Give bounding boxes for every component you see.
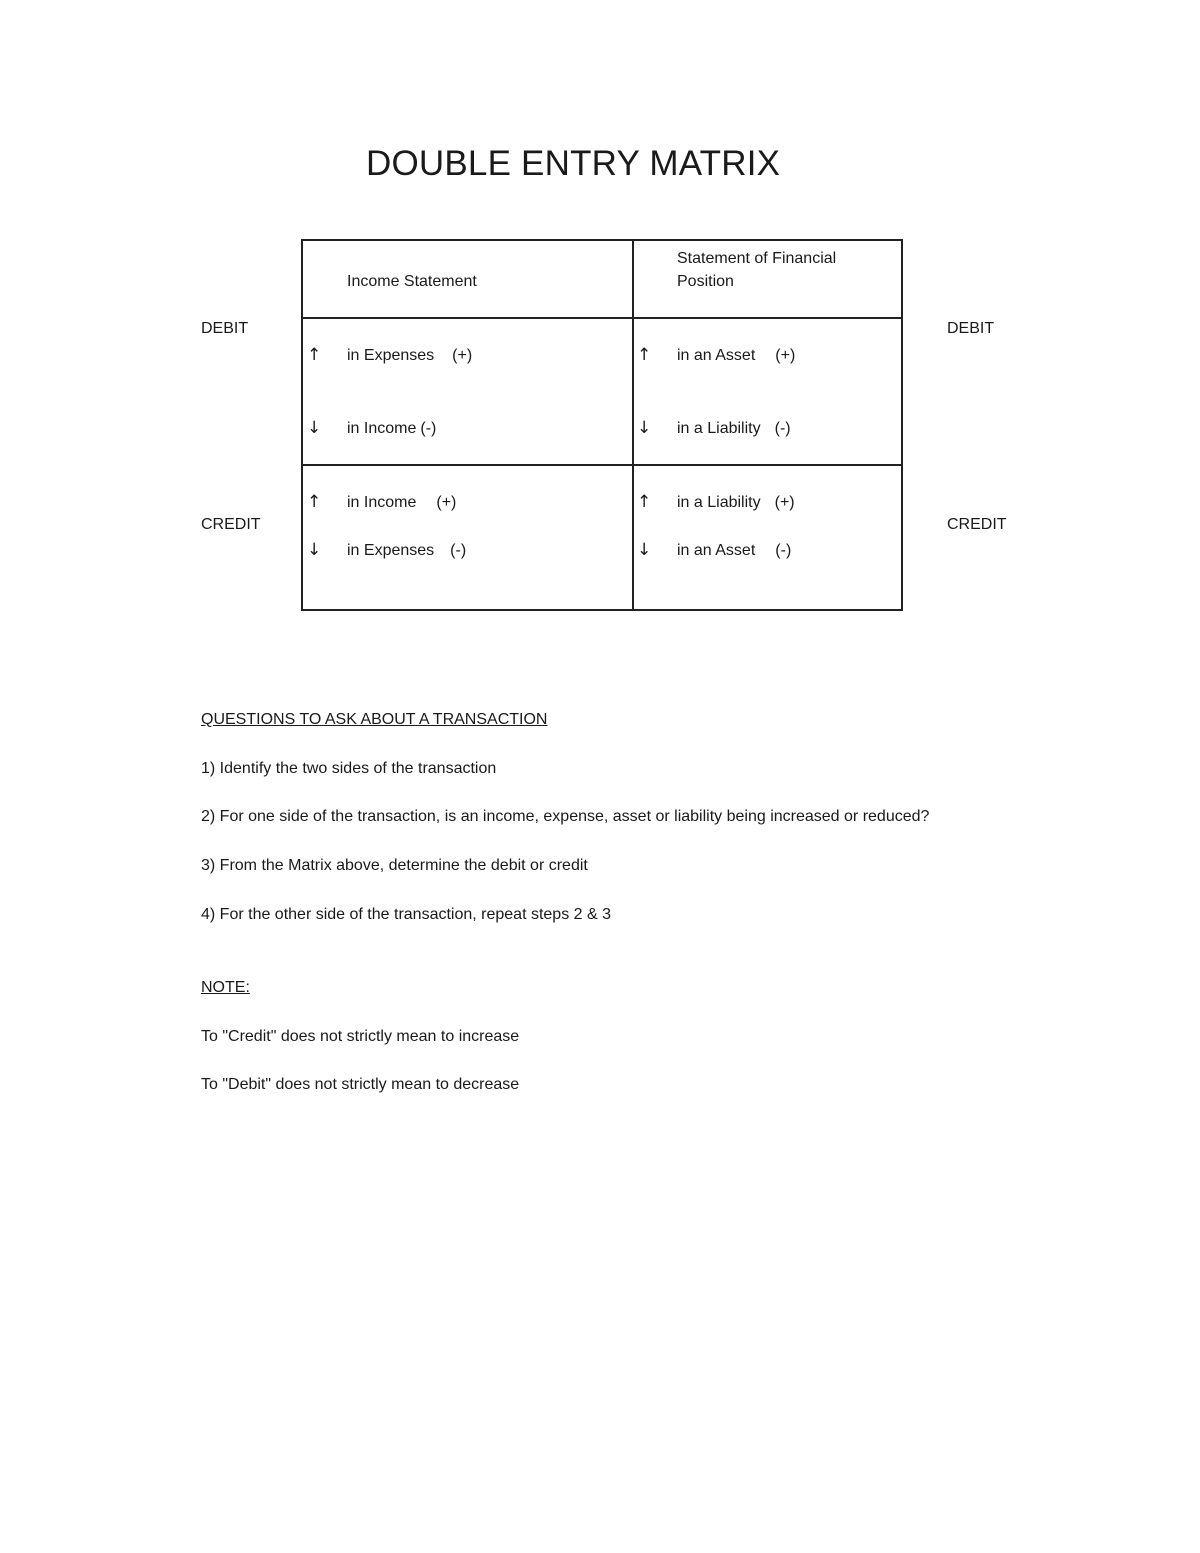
credit-sofp-entry-1 [677,494,795,512]
matrix-column-divider [632,241,634,609]
entry-sign: (+) [775,347,796,364]
page-title: DOUBLE ENTRY MATRIX [366,144,781,183]
entry-sign: (+) [436,494,457,511]
entry-sign: (-) [450,542,467,559]
entry-sign: (-) [420,420,437,437]
entry-sign: (-) [774,420,791,437]
credit-sofp-entry-2 [677,542,791,560]
matrix-row-divider [303,464,901,466]
down-arrow-icon: ↓ [307,540,322,560]
question-item: 2) For one side of the transaction, is an income, expense, asset or liability being increased or reduced? [201,808,930,825]
entry-text: in a Liability [677,494,761,511]
entry-sign: (-) [775,542,792,559]
up-arrow-icon: ↑ [307,492,322,512]
note-item: To "Credit" does not strictly mean to increase [201,1028,520,1045]
debit-sofp-entry-1 [677,347,795,365]
credit-income-entry-2 [347,542,466,560]
header-income-statement: Income Statement [347,273,477,290]
debit-income-entry-2 [347,420,436,438]
debit-label-left: DEBIT [201,320,249,337]
note-heading: NOTE: [201,979,250,996]
up-arrow-icon: ↑ [637,492,652,512]
note-item: To "Debit" does not strictly mean to decrease [201,1076,520,1093]
entry-text: in Expenses [347,542,435,559]
entry-text: in Income [347,420,417,437]
double-entry-matrix [301,239,903,611]
question-item: 1) Identify the two sides of the transaction [201,760,497,777]
up-arrow-icon: ↑ [307,345,322,365]
entry-text: in a Liability [677,420,761,437]
entry-sign: (+) [452,347,473,364]
up-arrow-icon: ↑ [637,345,652,365]
entry-text: in Expenses [347,347,435,364]
header-sofp-line1: Statement of Financial [677,250,837,267]
down-arrow-icon: ↓ [637,418,652,438]
debit-income-entry-1 [347,347,472,365]
debit-label-right: DEBIT [947,320,995,337]
debit-sofp-entry-2 [677,420,791,438]
entry-text: in Income [347,494,417,511]
down-arrow-icon: ↓ [637,540,652,560]
entry-text: in an Asset [677,542,756,559]
question-item: 4) For the other side of the transaction, repeat steps 2 & 3 [201,906,612,923]
entry-sign: (+) [774,494,795,511]
question-item: 3) From the Matrix above, determine the debit or credit [201,857,588,874]
down-arrow-icon: ↓ [307,418,322,438]
credit-label-right: CREDIT [947,516,1007,533]
entry-text: in an Asset [677,347,756,364]
credit-label-left: CREDIT [201,516,261,533]
credit-income-entry-1 [347,494,456,512]
questions-heading: QUESTIONS TO ASK ABOUT A TRANSACTION [201,711,548,728]
header-sofp-line2: Position [677,273,734,290]
matrix-header-divider [303,317,901,319]
